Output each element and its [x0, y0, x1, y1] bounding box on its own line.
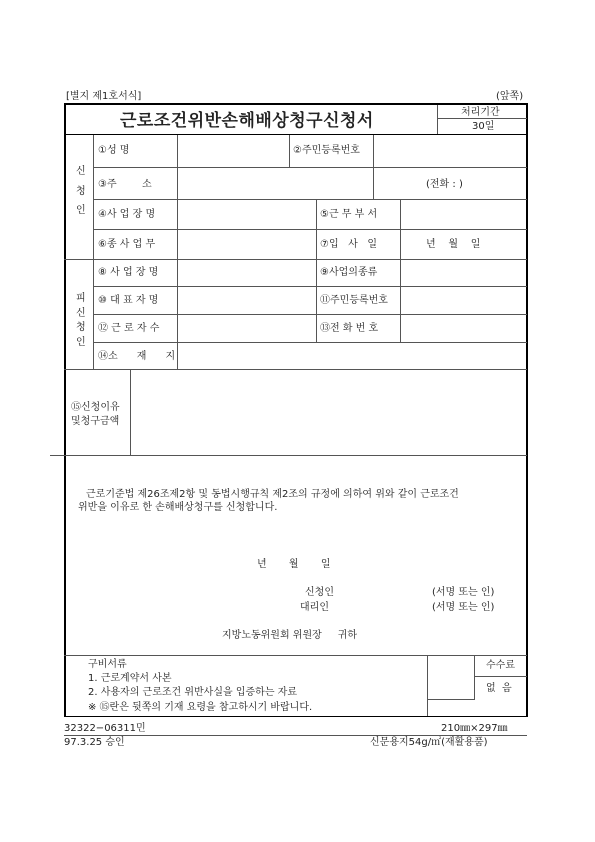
processing-mid [437, 118, 527, 119]
respondent-section-label: 피 신 청 인 [76, 293, 86, 348]
fee-mid-line [474, 676, 527, 677]
biz-type-label: ⑨사업의종류 [320, 267, 378, 278]
name-label: ①성 명 [98, 145, 130, 156]
workplace-label: ④사 업 장 명 [98, 209, 156, 220]
address-label: ③주 소 [98, 179, 152, 190]
applicant-sign-label: 신청인 [305, 587, 334, 598]
section-line-1 [64, 259, 527, 260]
hire-date-blank: 년 월 일 [426, 239, 481, 250]
frame-right [526, 103, 528, 717]
rrn-divider-right [373, 135, 374, 167]
statement-line-1: 근로기준법 제26조제2항 및 동법시행규칙 제2조의 규정에 의하여 위와 같이 근로조건 [86, 489, 459, 500]
section-divider [93, 135, 94, 369]
fee-divider-inner [474, 655, 475, 699]
applicant-sign-note: (서명 또는 인) [432, 587, 495, 598]
resp-divider-left [316, 259, 317, 343]
label-divider [177, 135, 178, 369]
frame-top [64, 103, 528, 105]
processing-value: 30일 [472, 121, 495, 132]
page-side-label: (앞쪽) [496, 91, 524, 102]
frame-left [64, 103, 66, 717]
row-line-1 [93, 167, 527, 168]
section-line-3 [50, 455, 527, 456]
section-line-2 [64, 369, 527, 370]
row-line-4 [93, 286, 527, 287]
frame-bottom [64, 716, 528, 717]
rrn-divider-left [289, 135, 290, 167]
processing-divider [437, 105, 438, 135]
addressee: 지방노동위원회 위원장 귀하 [222, 630, 357, 641]
attachments-title: 구비서류 [88, 659, 127, 670]
location-label: ⑭소 재 지 [98, 351, 176, 362]
rep-rrn-label: ⑪주민등록번호 [320, 295, 388, 306]
reason-label-1: ⑮신청이유 [71, 402, 120, 413]
rep-label: ⑩ 대 표 자 명 [98, 295, 159, 306]
fee-value: 없 음 [486, 683, 512, 694]
section-line-4 [64, 655, 527, 656]
attachment-item-2: 2. 사용자의 근로조건 위반사실을 입증하는 자료 [88, 687, 297, 698]
reason-divider [130, 369, 131, 455]
address-divider [373, 167, 374, 199]
dept-label: ⑤근 무 부 서 [320, 209, 378, 220]
attachment-item-1: 1. 근로계약서 사본 [88, 673, 172, 684]
approval-date: 97.3.25 승인 [64, 737, 125, 748]
hire-label: ⑦입 사 일 [320, 239, 378, 250]
attachment-note: ※ ⑮란은 뒷쪽의 기재 요령을 참고하시기 바랍니다. [88, 702, 313, 713]
statement-line-2: 위반을 이유로 한 손해배상청구를 신청합니다. [78, 502, 278, 513]
title-bottom-line [64, 134, 528, 135]
paper-size: 210㎜×297㎜ [441, 723, 508, 734]
processing-label: 처리기간 [461, 107, 500, 118]
resp-divider-right [400, 259, 401, 343]
agent-sign-note: (서명 또는 인) [432, 602, 495, 613]
fee-divider-left [427, 655, 428, 716]
workers-label: ⑫ 근 로 자 수 [98, 323, 160, 334]
row-line-6 [93, 342, 527, 343]
form-number: [별지 제1호서식] [66, 91, 142, 102]
resp-workplace-label: ⑧ 사 업 장 명 [98, 267, 159, 278]
footer-line [64, 735, 527, 736]
tel-label: ⑬전 화 번 호 [320, 323, 379, 334]
statement-date: 년 월 일 [257, 559, 331, 570]
row-line-3 [93, 229, 527, 230]
form-code: 32322−06311민 [64, 723, 146, 734]
row-line-5 [93, 314, 527, 315]
fee-bottom-line [427, 699, 475, 700]
reason-label-2: 및청구금액 [71, 416, 120, 427]
paper-type: 신문용지54g/㎡(재활용품) [370, 737, 488, 748]
agent-sign-label: 대리인 [300, 602, 329, 613]
rrn-label: ②주민등록번호 [293, 145, 360, 156]
applicant-section-label: 신 청 인 [76, 166, 86, 216]
fee-label: 수수료 [486, 660, 515, 671]
row-line-2 [93, 199, 527, 200]
job-label: ⑥종 사 업 무 [98, 239, 156, 250]
page-title: 근로조건위반손해배상청구신청서 [120, 111, 374, 131]
phone-label: (전화 : ) [426, 179, 463, 190]
